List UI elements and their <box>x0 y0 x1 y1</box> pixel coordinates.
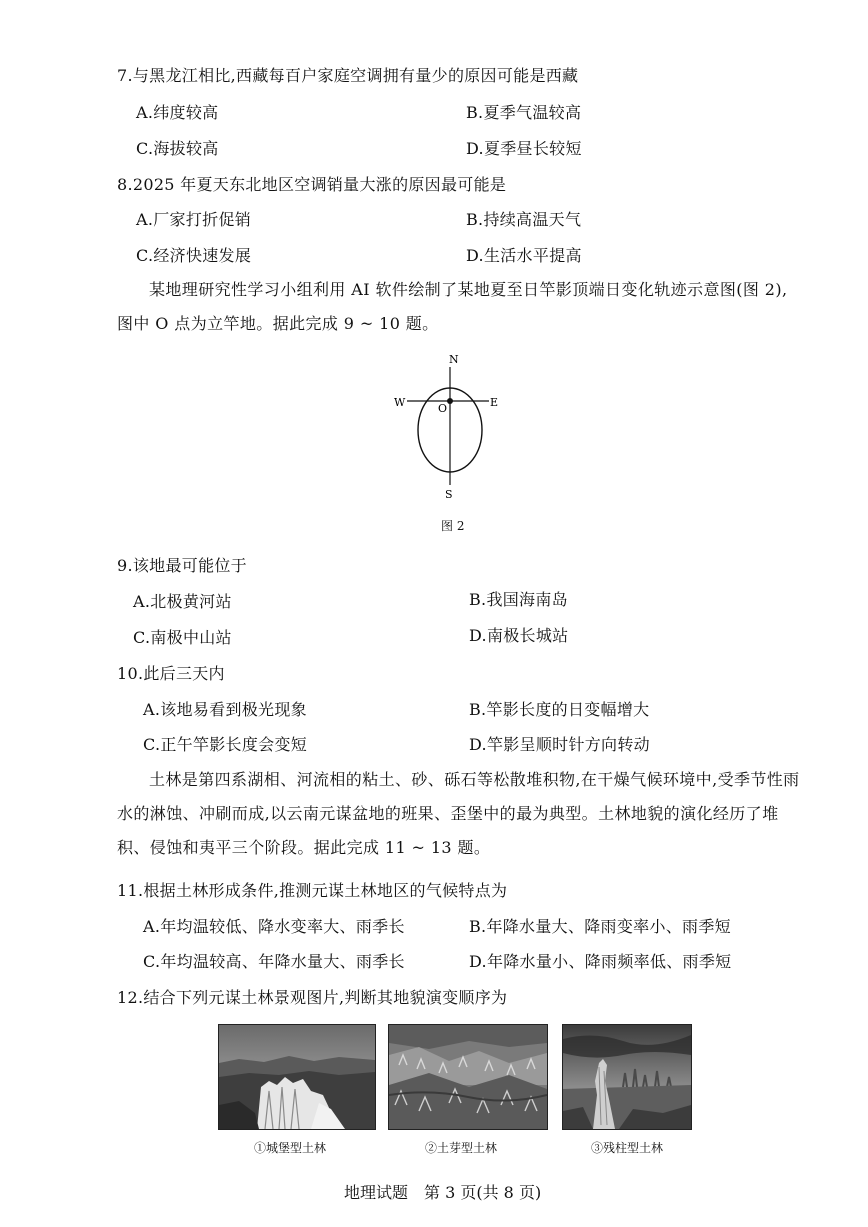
photo-1-caption: ①城堡型土林 <box>254 1141 327 1155</box>
q9-option-c: C.南极中山站 <box>133 628 232 647</box>
q10-option-b: B.竿影长度的日变幅增大 <box>469 700 650 719</box>
fig2-label-s: S <box>445 488 453 501</box>
q8-stem: 8.2025 年夏天东北地区空调销量大涨的原因最可能是 <box>117 175 507 194</box>
q7-option-a: A.纬度较高 <box>136 103 219 122</box>
photo-pillar-earth-forest <box>562 1024 692 1130</box>
q9-stem: 9.该地最可能位于 <box>117 556 247 575</box>
q7-option-d: D.夏季昼长较短 <box>466 139 582 158</box>
fig2-label-o: O <box>438 402 448 415</box>
q8-option-c: C.经济快速发展 <box>136 246 252 265</box>
fig2-label-e: E <box>490 396 499 409</box>
q7-option-b: B.夏季气温较高 <box>466 103 582 122</box>
photo-3-caption: ③残柱型土林 <box>591 1141 664 1155</box>
q10-option-a: A.该地易看到极光现象 <box>143 700 307 719</box>
q11-stem: 11.根据土林形成条件,推测元谋土林地区的气候特点为 <box>117 881 508 900</box>
q10-option-d: D.竿影呈顺时针方向转动 <box>469 735 650 754</box>
figure-2-shadow-trajectory <box>385 345 525 515</box>
photo-sprout-earth-forest <box>388 1024 548 1130</box>
q12-stem: 12.结合下列元谋土林景观图片,判断其地貌演变顺序为 <box>117 988 508 1007</box>
q11-option-b: B.年降水量大、降雨变率小、雨季短 <box>469 917 731 936</box>
passage-q11-13: 土林是第四系湖相、河流相的粘土、砂、砾石等松散堆积物,在干燥气候环境中,受季节性雨水的淋蚀、冲刷而成,以云南元谋盆地的班果、歪堡中的最为典型。土林地貌的演化经历了堆积、侵蚀和夷平三个阶段。据此完成 11 ~ 13 题。 <box>117 770 800 857</box>
q8-option-b: B.持续高温天气 <box>466 210 582 229</box>
q11-option-d: D.年降水量小、降雨频率低、雨季短 <box>469 952 732 971</box>
q8-option-a: A.厂家打折促销 <box>136 210 252 229</box>
photo-2-caption: ②土芽型土林 <box>425 1141 498 1155</box>
fig2-label-n: N <box>449 353 459 366</box>
figure-2-caption: 图 2 <box>441 519 465 533</box>
photo-castle-earth-forest <box>218 1024 376 1130</box>
q7-stem: 7.与黑龙江相比,西藏每百户家庭空调拥有量少的原因可能是西藏 <box>117 66 579 85</box>
q7-option-c: C.海拔较高 <box>136 139 219 158</box>
q9-option-a: A.北极黄河站 <box>133 592 232 611</box>
q11-option-a: A.年均温较低、降水变率大、雨季长 <box>143 917 405 936</box>
q10-stem: 10.此后三天内 <box>117 664 225 683</box>
q10-option-c: C.正午竿影长度会变短 <box>143 735 308 754</box>
fig2-pole-point-o <box>447 398 453 404</box>
fig2-label-w: W <box>394 396 406 409</box>
q9-option-b: B.我国海南岛 <box>469 590 568 609</box>
page-footer: 地理试题 第 3 页(共 8 页) <box>344 1183 542 1202</box>
q9-option-d: D.南极长城站 <box>469 626 569 645</box>
q8-option-d: D.生活水平提高 <box>466 246 582 265</box>
q11-option-c: C.年均温较高、年降水量大、雨季长 <box>143 952 405 971</box>
passage-q9-10: 某地理研究性学习小组利用 AI 软件绘制了某地夏至日竿影顶端日变化轨迹示意图(图 2),图中 O 点为立竿地。据此完成 9 ~ 10 题。 <box>117 280 788 333</box>
